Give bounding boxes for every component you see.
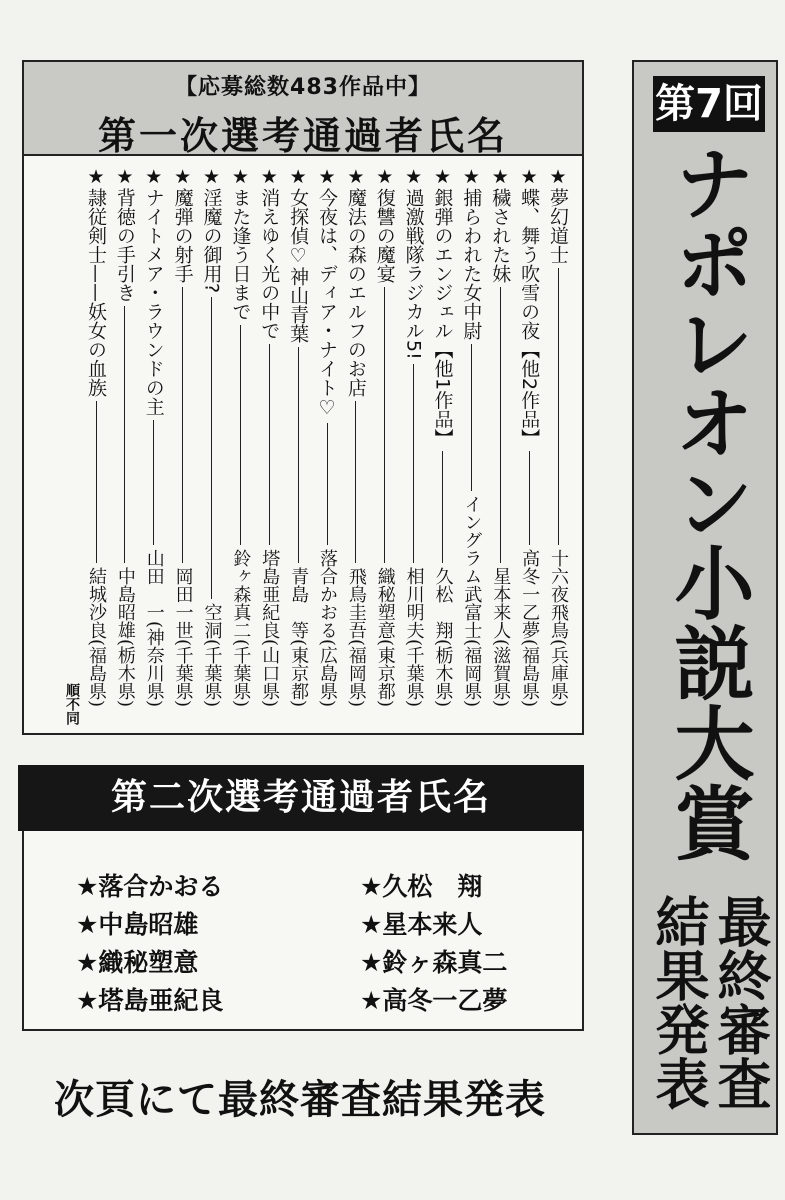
entry-author: 星本来人(滋賀県) bbox=[490, 566, 512, 707]
entry-column bbox=[431, 166, 455, 707]
leader-line bbox=[558, 268, 559, 545]
entry-column bbox=[171, 166, 195, 707]
entry-title: ★ナイトメア・ラウンドの主 bbox=[142, 166, 165, 416]
entry-title: ★復讐の魔宴 bbox=[373, 166, 396, 283]
leader-line bbox=[240, 325, 241, 545]
entry-author: 相川明夫(千葉県) bbox=[403, 566, 425, 707]
entry-title: ★また逢う日まで bbox=[229, 166, 252, 321]
next-page-notice: 次頁にて最終審査結果発表 bbox=[54, 1077, 546, 1123]
entry-author: 空洞(千葉県) bbox=[201, 602, 223, 707]
entry-column bbox=[286, 166, 310, 707]
entry-author: 青島 等(東京都) bbox=[288, 566, 310, 707]
entry-list bbox=[84, 166, 570, 707]
entry-author: 飛鳥圭吾(福岡県) bbox=[345, 566, 367, 707]
entry-column bbox=[142, 166, 166, 707]
leader-line bbox=[327, 423, 328, 545]
finalist-name: ★落合かおる bbox=[76, 872, 224, 901]
leader-line bbox=[442, 451, 443, 563]
entry-title: ★今夜は、ディア・ナイト♡ bbox=[316, 166, 338, 419]
finalist-name: ★鈴ヶ森真二 bbox=[360, 948, 508, 977]
entry-title: ★銀弾のエンジェル【他1作品】 bbox=[431, 166, 454, 448]
announcement-line-1: 最終審査 bbox=[709, 894, 772, 1110]
entry-column bbox=[84, 166, 108, 707]
entry-title: ★魔弾の射手 bbox=[171, 166, 194, 283]
announcement-line-2: 結果発表 bbox=[647, 894, 710, 1110]
leader-line bbox=[355, 401, 356, 563]
entry-column bbox=[228, 166, 252, 707]
entry-title: ★隷従剣士——妖女の血族 bbox=[85, 166, 107, 397]
entry-title: ★穢された妹 bbox=[489, 166, 512, 283]
entry-title: ★淫魔の御用? bbox=[200, 166, 223, 294]
entry-column bbox=[488, 166, 512, 707]
entry-author: 落合かおる(広島県) bbox=[317, 548, 338, 707]
entry-title: ★蝶、舞う吹雪の夜【他2作品】 bbox=[518, 166, 541, 448]
leader-line bbox=[96, 401, 97, 563]
entry-title: ★消えゆく光の中で bbox=[258, 166, 281, 340]
leader-line bbox=[153, 420, 154, 545]
entry-column bbox=[344, 166, 368, 707]
entry-title: ★背徳の手引き bbox=[113, 166, 136, 302]
entry-column bbox=[459, 166, 483, 707]
finalist-name: ★高冬一乙夢 bbox=[360, 986, 508, 1015]
leader-line bbox=[500, 287, 501, 563]
entry-column bbox=[546, 166, 570, 707]
entry-title: ★捕らわれた女中尉 bbox=[460, 166, 483, 340]
entry-author: 結城沙良(福島県) bbox=[86, 566, 107, 707]
second-round-title: 第二次選考通過者氏名 bbox=[18, 765, 584, 831]
entry-author: 岡田一世(千葉県) bbox=[172, 566, 194, 707]
leader-line bbox=[298, 347, 299, 563]
entry-title: ★夢幻道士 bbox=[547, 166, 569, 264]
entry-column bbox=[257, 166, 281, 707]
finalist-name: ★中島昭雄 bbox=[76, 910, 199, 939]
leader-line bbox=[413, 364, 414, 563]
entry-column bbox=[315, 166, 339, 707]
entry-count-subtitle: 【応募総数483作品中】 bbox=[175, 75, 431, 100]
entry-title: ★魔法の森のエルフのお店 bbox=[344, 166, 367, 397]
leader-line bbox=[124, 306, 125, 563]
edition-label: 第7回 bbox=[653, 76, 765, 132]
finalist-name: ★織秘塑意 bbox=[76, 948, 199, 977]
entry-author: 織秘塑意(東京都) bbox=[374, 566, 396, 707]
first-round-header bbox=[24, 62, 582, 156]
leader-line bbox=[471, 344, 472, 491]
entry-title: ★過激戦隊ラジカル5! bbox=[402, 166, 425, 360]
entry-author: イングラム武富士(福岡県) bbox=[461, 494, 483, 707]
entry-author: 中島昭雄(栃木県) bbox=[114, 566, 136, 707]
award-title: ナポレオン小説大賞 bbox=[661, 142, 754, 862]
entry-column bbox=[113, 166, 137, 707]
leader-line bbox=[211, 297, 212, 599]
entry-column bbox=[402, 166, 426, 707]
leader-line bbox=[529, 451, 530, 545]
entry-author: 山田 一(神奈川県) bbox=[143, 548, 165, 707]
entry-author: 塔島亜紀良(山口県) bbox=[259, 548, 281, 707]
leader-line bbox=[384, 287, 385, 563]
leader-line bbox=[269, 344, 270, 545]
entry-author: 高冬一乙夢(福島県) bbox=[519, 548, 541, 707]
finalist-name: ★久松 翔 bbox=[360, 872, 483, 901]
entry-column bbox=[517, 166, 541, 707]
entry-author: 鈴ヶ森真二(千葉県) bbox=[230, 548, 252, 707]
leader-line bbox=[182, 287, 183, 563]
entry-column bbox=[373, 166, 397, 707]
first-round-title: 第一次選考通過者氏名 bbox=[97, 114, 508, 158]
entry-author: 十六夜飛鳥(兵庫県) bbox=[548, 548, 569, 707]
second-round-box bbox=[22, 831, 584, 1031]
award-banner bbox=[632, 60, 778, 1135]
order-note: 順不同 bbox=[64, 683, 80, 725]
entry-author: 久松 翔(栃木県) bbox=[432, 566, 454, 707]
entry-title: ★女探偵♡神山青葉 bbox=[287, 166, 310, 343]
finalist-name: ★星本来人 bbox=[360, 910, 483, 939]
entry-column bbox=[200, 166, 224, 707]
finalist-name: ★塔島亜紀良 bbox=[76, 986, 224, 1015]
first-round-box bbox=[22, 60, 584, 735]
